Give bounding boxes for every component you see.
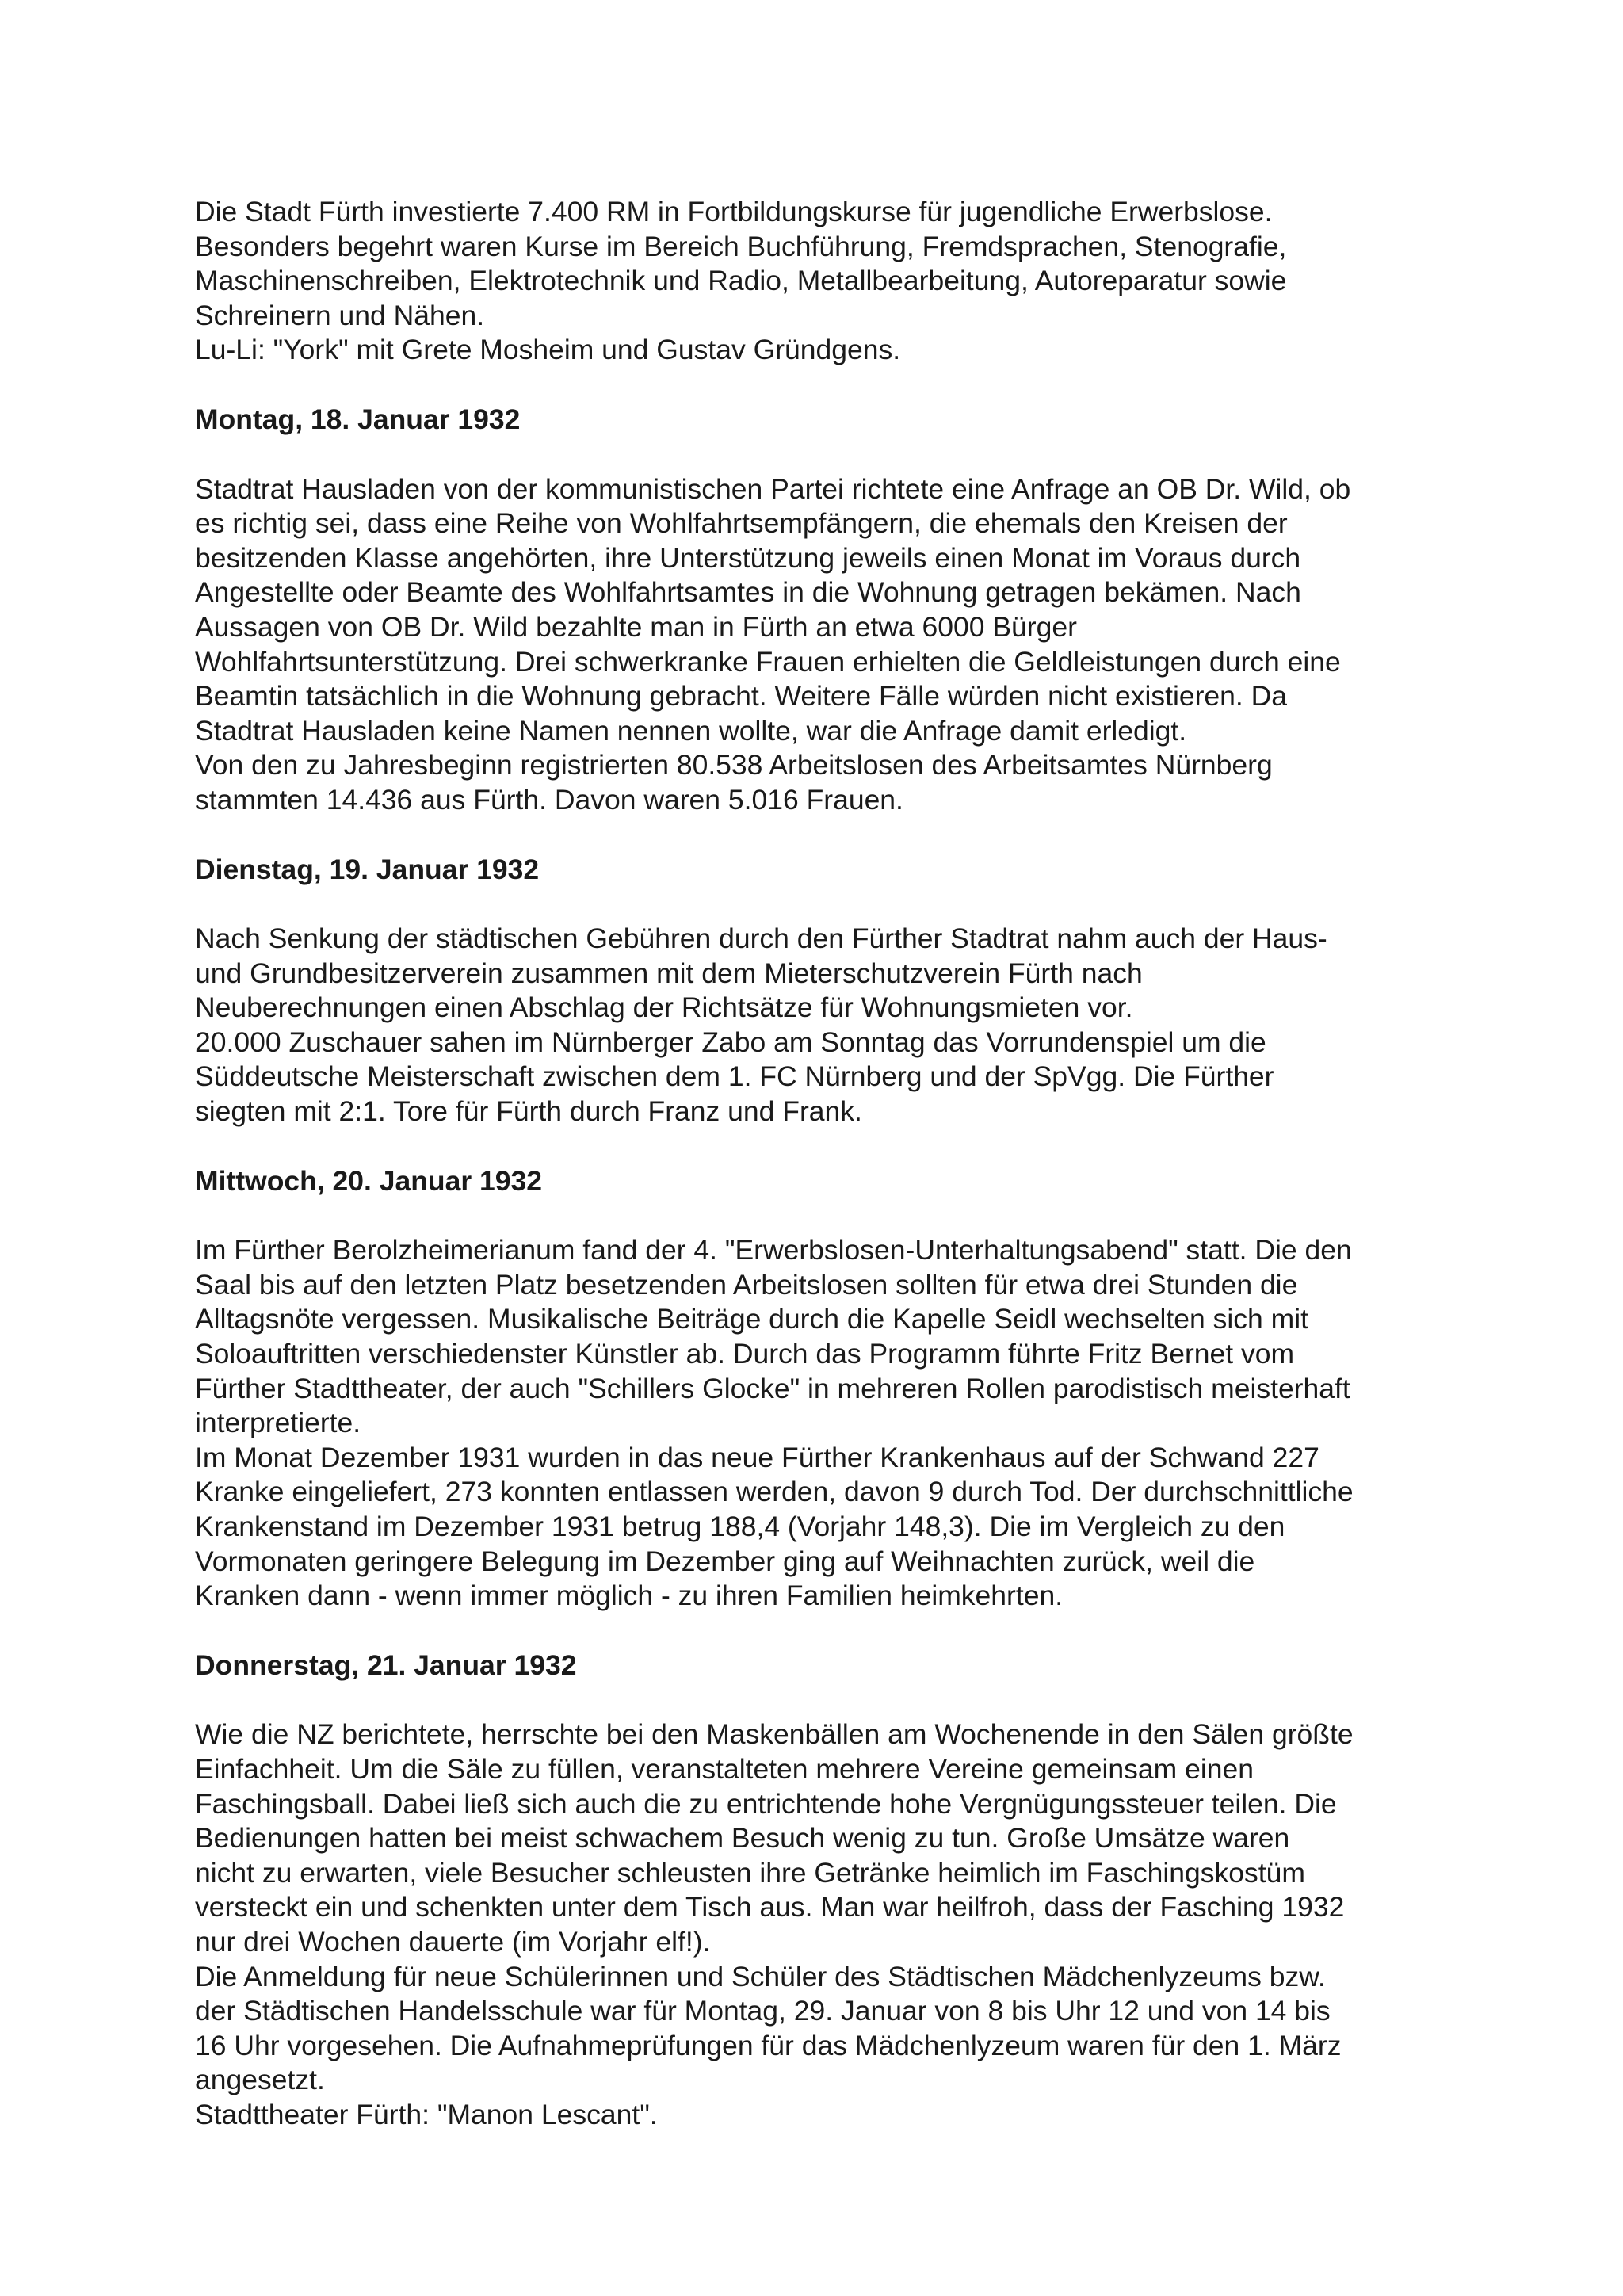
text-line: Aussagen von OB Dr. Wild bezahlte man in Fürth an etwa 6000 Bürger xyxy=(195,610,1077,643)
text-line: Neuberechnungen einen Abschlag der Richtsätze für Wohnungsmieten vor. xyxy=(195,991,1133,1024)
text-line: Faschingsball. Dabei ließ sich auch die zu entrichtende hohe Vergnügungssteuer teilen. Die xyxy=(195,1787,1337,1820)
document-page xyxy=(195,195,1455,2133)
text-line: nicht zu erwarten, viele Besucher schleusten ihre Getränke heimlich im Faschingskostüm xyxy=(195,1856,1305,1889)
text-line: stammten 14.436 aus Fürth. Davon waren 5.016 Frauen. xyxy=(195,783,903,816)
entry-heading-monday: Montag, 18. Januar 1932 xyxy=(195,403,521,435)
text-line: Im Monat Dezember 1931 wurden in das neue Fürther Krankenhaus auf der Schwand 227 xyxy=(195,1441,1319,1473)
intro-block xyxy=(195,195,1455,368)
text-line: angesetzt. xyxy=(195,2064,325,2096)
text-line: Krankenstand im Dezember 1931 betrug 188,4 (Vorjahr 148,3). Die im Vergleich zu den xyxy=(195,1511,1285,1542)
text-line: Bedienungen hatten bei meist schwachem Besuch wenig zu tun. Große Umsätze waren xyxy=(195,1822,1290,1855)
text-line: Soloauftritten verschiedenster Künstler ab. Durch das Programm führte Fritz Bernet vom xyxy=(195,1338,1295,1370)
text-line: Die Anmeldung für neue Schülerinnen und Schüler des Städtischen Mädchenlyzeums bzw. xyxy=(195,1960,1326,1992)
text-line: es richtig sei, dass eine Reihe von Wohlfahrtsempfängern, die ehemals den Kreisen der xyxy=(195,507,1288,540)
text-line: Die Stadt Fürth investierte 7.400 RM in Fortbildungskurse für jugendliche Erwerbslose. xyxy=(195,196,1273,227)
entry-body-thursday xyxy=(195,1717,1455,2132)
text-line: siegten mit 2:1. Tore für Fürth durch Franz und Frank. xyxy=(195,1095,862,1128)
text-line: versteckt ein und schenkten unter dem Tisch aus. Man war heilfroh, dass der Fasching 1932 xyxy=(195,1891,1345,1924)
text-line: Angestellte oder Beamte des Wohlfahrtsamtes in die Wohnung getragen bekämen. Nach xyxy=(195,576,1301,609)
entry-heading-thursday: Donnerstag, 21. Januar 1932 xyxy=(195,1648,577,1681)
text-line: der Städtischen Handelsschule war für Montag, 29. Januar von 8 bis Uhr 12 und von 14 bis xyxy=(195,1995,1331,2027)
text-line: 20.000 Zuschauer sahen im Nürnberger Zabo am Sonntag das Vorrundenspiel um die xyxy=(195,1026,1266,1058)
entry-body-tuesday xyxy=(195,922,1455,1129)
text-line: Besonders begehrt waren Kurse im Bereich Buchführung, Fremdsprachen, Stenografie, xyxy=(195,230,1287,262)
text-line: 16 Uhr vorgesehen. Die Aufnahmeprüfungen für das Mädchenlyzeum waren für den 1. März xyxy=(195,2029,1342,2061)
text-line: und Grundbesitzerverein zusammen mit dem Mieterschutzverein Fürth nach xyxy=(195,957,1143,989)
text-line: besitzenden Klasse angehörten, ihre Unterstützung jeweils einen Monat im Voraus durch xyxy=(195,541,1301,574)
text-line: Stadtrat Hausladen keine Namen nennen wollte, war die Anfrage damit erledigt. xyxy=(195,714,1187,747)
entry-heading-tuesday: Dienstag, 19. Januar 1932 xyxy=(195,853,540,885)
text-line: Beamtin tatsächlich in die Wohnung gebracht. Weitere Fälle würden nicht existieren. Da xyxy=(195,680,1287,712)
text-line: Süddeutsche Meisterschaft zwischen dem 1. FC Nürnberg und der SpVgg. Die Fürther xyxy=(195,1060,1274,1093)
text-line: Lu-Li: "York" mit Grete Mosheim und Gustav Gründgens. xyxy=(195,334,901,366)
text-line: Alltagsnöte vergessen. Musikalische Beiträge durch die Kapelle Seidl wechselten sich mit xyxy=(195,1303,1308,1335)
text-line: Fürther Stadttheater, der auch "Schillers Glocke" in mehreren Rollen parodistisch meisterhaft xyxy=(195,1372,1350,1404)
entry-body-wednesday xyxy=(195,1233,1455,1614)
text-line: interpretierte. xyxy=(195,1407,361,1439)
text-line: Kranken dann - wenn immer möglich - zu ihren Familien heimkehrten. xyxy=(195,1580,1064,1612)
text-line: nur drei Wochen dauerte (im Vorjahr elf!). xyxy=(195,1925,711,1958)
text-line: Wie die NZ berichtete, herrschte bei den Maskenbällen am Wochenende in den Sälen größte xyxy=(195,1718,1354,1751)
text-line: Maschinenschreiben, Elektrotechnik und Radio, Metallbearbeitung, Autoreparatur sowie xyxy=(195,265,1287,297)
text-line: Stadttheater Fürth: "Manon Lescant". xyxy=(195,2098,658,2130)
text-line: Im Fürther Berolzheimerianum fand der 4. "Erwerbslosen-Unterhaltungsabend" statt. Die den xyxy=(195,1234,1352,1266)
text-line: Kranke eingeliefert, 273 konnten entlassen werden, davon 9 durch Tod. Der durchschnittliche xyxy=(195,1476,1354,1508)
entry-heading-wednesday: Mittwoch, 20. Januar 1932 xyxy=(195,1164,542,1197)
entry-body-monday xyxy=(195,472,1455,818)
text-line: Wohlfahrtsunterstützung. Drei schwerkranke Frauen erhielten die Geldleistungen durch eine xyxy=(195,645,1341,678)
text-line: Einfachheit. Um die Säle zu füllen, veranstalteten mehrere Vereine gemeinsam einen xyxy=(195,1752,1254,1785)
text-line: Nach Senkung der städtischen Gebühren durch den Fürther Stadtrat nahm auch der Haus- xyxy=(195,923,1327,955)
text-line: Stadtrat Hausladen von der kommunistischen Partei richtete eine Anfrage an OB Dr. Wild, ob xyxy=(195,472,1351,505)
text-line: Saal bis auf den letzten Platz besetzenden Arbeitslosen sollten für etwa drei Stunden die xyxy=(195,1268,1298,1301)
text-line: Von den zu Jahresbeginn registrierten 80.538 Arbeitslosen des Arbeitsamtes Nürnberg xyxy=(195,749,1273,781)
text-line: Vormonaten geringere Belegung im Dezember ging auf Weihnachten zurück, weil die xyxy=(195,1545,1255,1577)
text-line: Schreinern und Nähen. xyxy=(195,299,485,331)
